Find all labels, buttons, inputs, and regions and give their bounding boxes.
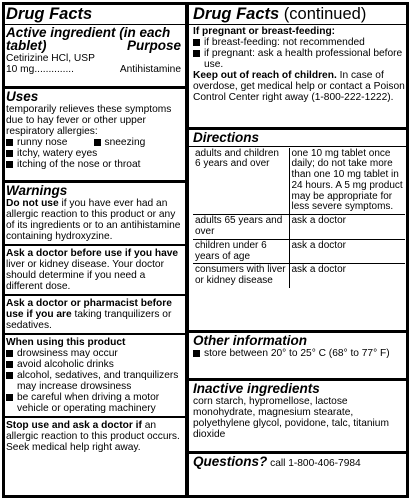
list-item	[193, 48, 405, 70]
list-item	[94, 137, 182, 148]
questions-line	[193, 455, 405, 469]
title-bold: Drug Facts	[193, 6, 280, 23]
right-column	[189, 2, 409, 498]
bullet-icon	[6, 394, 13, 401]
ask-doctor-text	[6, 248, 181, 292]
list-item-text: alcohol, sedatives, and tranquilizers may increase drowsiness	[17, 369, 179, 392]
section-divider	[2, 180, 185, 183]
uses-row-1	[6, 137, 181, 148]
table-row	[193, 239, 405, 264]
list-item-text: be careful when driving a motor vehicle or operating machinery	[17, 391, 160, 414]
title-normal: (continued)	[279, 6, 367, 23]
list-item	[6, 392, 181, 414]
keep-out-body: In case of overdose, get medical help or contact a Poison Control Center right away (1-800-222-1222).	[193, 69, 405, 103]
do-not-use-text	[6, 198, 181, 242]
rule	[2, 294, 185, 296]
dose: 10 mg..............	[6, 63, 74, 75]
keep-out-bold: Keep out of reach of children.	[193, 69, 337, 81]
list-item	[6, 370, 181, 392]
continued-panel	[189, 6, 409, 126]
purpose-value: Antihistamine	[119, 63, 181, 75]
questions-heading: Questions?	[193, 455, 268, 469]
purpose-heading: Purpose	[126, 38, 181, 53]
directions-panel	[189, 131, 409, 329]
table-cell-what: ask a doctor	[291, 215, 346, 227]
table-cell-who: adults 65 years and over	[193, 215, 289, 240]
list-item-text: if breast-feeding: not recommended	[204, 36, 365, 48]
section-divider	[2, 86, 185, 89]
section-divider	[189, 127, 409, 130]
list-item	[193, 37, 405, 48]
directions-table	[193, 148, 405, 289]
inactive-panel	[189, 382, 409, 450]
section-divider	[189, 451, 409, 454]
list-item	[6, 137, 94, 148]
section-divider	[189, 378, 409, 381]
rule	[2, 333, 185, 335]
list-item	[6, 359, 181, 370]
table-cell-who: adults and children 6 years and over	[193, 148, 289, 215]
table-row	[193, 264, 405, 288]
list-item	[6, 148, 181, 159]
do-not-use-bold: Do not use	[6, 197, 59, 209]
bullet-icon	[193, 50, 200, 57]
ask-doctor-body: liver or kidney disease. Your doctor should determine if you need a different dose.	[6, 258, 164, 292]
uses-panel	[2, 90, 185, 180]
table-cell-what: one 10 mg tablet once daily; do not take more than one 10 mg tablet in 24 hours. A 5 mg product may be appropriate for less severe symptoms.	[291, 147, 403, 213]
ask-doctor-bold: Ask a doctor before use if you have	[6, 247, 179, 259]
bullet-icon	[193, 350, 200, 357]
ingredient-name: Cetirizine HCl, USP	[6, 52, 95, 64]
stop-use-bold: Stop use and ask a doctor if	[6, 419, 142, 431]
active-heading-text: Active ingredient (in each tablet)	[6, 24, 171, 53]
uses-intro: temporarily relieves these symptoms due to hay fever or other upper respiratory allergies:	[6, 103, 172, 137]
bullet-icon	[6, 161, 13, 168]
other-info-panel	[189, 334, 409, 378]
table-cell-what: ask a doctor	[291, 239, 346, 251]
inactive-heading: Inactive ingredients	[193, 382, 320, 396]
bullet-icon	[6, 150, 13, 157]
when-using-heading: When using this product	[6, 336, 126, 348]
table-cell-who: children under 6 years of age	[193, 239, 289, 264]
list-item-text: drowsiness may occur	[17, 347, 118, 359]
list-item	[6, 159, 181, 170]
active-ingredient-panel	[2, 6, 185, 86]
list-item-text: store between 20° to 25° C (68° to 77° F)	[204, 347, 390, 359]
rule	[2, 244, 185, 246]
directions-heading: Directions	[193, 131, 260, 145]
bullet-icon	[6, 372, 13, 379]
list-item	[193, 348, 405, 359]
stop-use-text	[6, 420, 181, 453]
questions-panel	[189, 455, 409, 485]
dose-row	[6, 64, 181, 75]
bullet-icon	[6, 350, 13, 357]
list-item-text: runny nose	[17, 136, 68, 148]
list-item-text: avoid alcoholic drinks	[17, 358, 114, 370]
list-item-text: itching of the nose or throat	[17, 158, 141, 170]
pregnant-heading: If pregnant or breast-feeding:	[193, 25, 336, 37]
uses-heading: Uses	[6, 90, 39, 104]
ask-pharmacist-body: taking tranquilizers or sedatives.	[6, 308, 172, 331]
do-not-use-body: if you have ever had an allergic reaction to this product or any of its ingredients or to an antihistamine containing hydroxyzine.	[6, 197, 181, 242]
warnings-panel	[2, 184, 185, 498]
left-column	[2, 2, 185, 498]
table-cell-who: consumers with liver or kidney disease	[193, 264, 289, 288]
table-row	[193, 148, 405, 215]
drug-facts-continued-title	[193, 6, 405, 23]
bullet-icon	[94, 139, 101, 146]
drug-facts-title: Drug Facts	[6, 6, 93, 23]
bullet-icon	[6, 361, 13, 368]
table-cell-what: ask a doctor	[291, 264, 346, 276]
warnings-heading: Warnings	[6, 184, 68, 198]
stop-use-body: an allergic reaction to this product occurs. Seek medical help right away.	[6, 419, 180, 453]
list-item-text: if pregnant: ask a health professional before use.	[204, 47, 403, 70]
bullet-icon	[6, 139, 13, 146]
rule	[189, 146, 409, 147]
active-ingredient-heading	[6, 26, 181, 53]
section-divider	[189, 330, 409, 333]
table-row	[193, 215, 405, 240]
rule	[189, 24, 409, 25]
list-item	[6, 348, 181, 359]
questions-phone: call 1-800-406-7984	[267, 458, 361, 469]
rule	[2, 416, 185, 418]
other-info-heading: Other information	[193, 334, 307, 348]
keep-out-text	[193, 70, 405, 103]
ask-pharmacist-text	[6, 298, 181, 331]
list-item-text: itchy, watery eyes	[17, 147, 98, 159]
list-item-text: sneezing	[104, 136, 146, 148]
bullet-icon	[193, 39, 200, 46]
inactive-text: corn starch, hypromellose, lactose monohydrate, magnesium stearate, polyethylene glycol, povidone, talc, titanium dioxide	[193, 395, 389, 440]
ask-pharmacist-bold: Ask a doctor or pharmacist before use if you are	[6, 297, 172, 320]
